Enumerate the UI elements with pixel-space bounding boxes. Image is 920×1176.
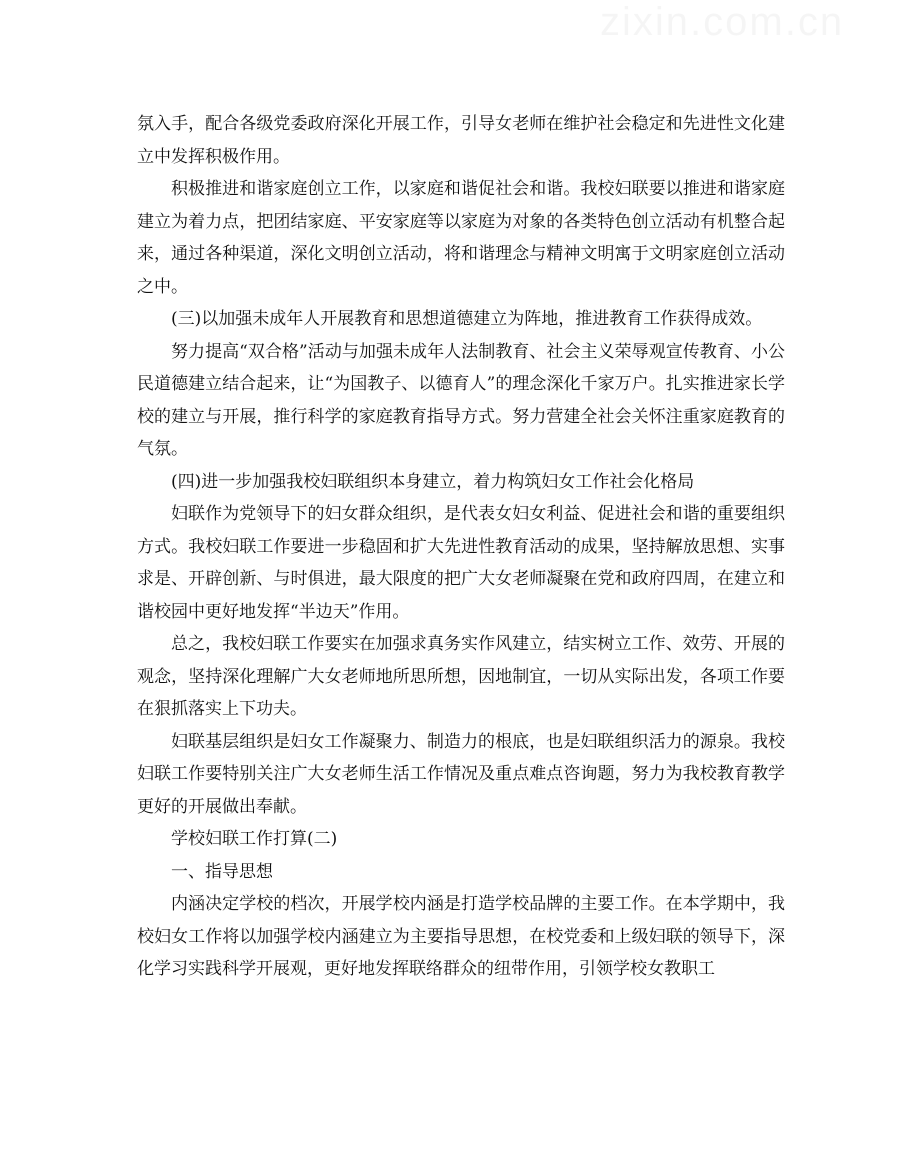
document-body [137, 108, 785, 986]
paragraph-5: (四)进一步加强我校妇联组织本身建立，着力构筑妇女工作社会化格局 [171, 471, 695, 492]
paragraph-1: 氛入手，配合各级党委政府深化开展工作，引导女老师在维护社会稳定和先进性文化建立中发挥积极作用。 [137, 114, 785, 167]
section-heading: 学校妇联工作打算(二) [171, 829, 338, 849]
paragraph-4: 努力提高“双合格”活动与加强未成年人法制教育、社会主义荣辱观宣传教育、小公民道德建立结合起来，让“为国教子、以德育人”的理念深化千家万户。扎实推进家长学校的建立与开展，推行科学的家庭教育指导方式。努力营建全社会关怀注重家庭教育的气氛。 [137, 341, 785, 459]
paragraph-3: (三)以加强未成年人开展教育和思想道德建立为阵地，推进教育工作获得成效。 [171, 309, 763, 329]
watermark [600, 0, 900, 60]
paragraph-9: 内涵决定学校的档次，开展学校内涵是打造学校品牌的主要工作。在本学期中，我校妇女工作将以加强学校内涵建立为主要指导思想，在校党委和上级妇联的领导下，深化学习实践科学开展观，更好地发挥联络群众的纽带作用，引领学校女教职工 [137, 894, 785, 979]
subsection-heading: 一、指导思想 [171, 861, 273, 882]
paragraph-8: 妇联基层组织是妇女工作凝聚力、制造力的根底，也是妇联组织活力的源泉。我校妇联工作要特别关注广大女老师生活工作情况及重点难点咨询题，努力为我校教育教学更好的开展做出奉献。 [137, 731, 785, 817]
paragraph-6: 妇联作为党领导下的妇女群众组织，是代表女妇女利益、促进社会和谐的重要组织方式。我校妇联工作要进一步稳固和扩大先进性教育活动的成果，坚持解放思想、实事求是、开辟创新、与时俱进，最大限度的把广大女老师凝聚在党和政府四周，在建立和谐校园中更好地发挥“半边天”作用。 [137, 504, 785, 622]
paragraph-7: 总之，我校妇联工作要实在加强求真务实作风建立，结实树立工作、效劳、开展的观念，坚持深化理解广大女老师地所思所想，因地制宜，一切从实际出发，各项工作要在狠抓落实上下功夫。 [137, 634, 785, 719]
paragraph-2: 积极推进和谐家庭创立工作，以家庭和谐促社会和谐。我校妇联要以推进和谐家庭建立为着力点，把团结家庭、平安家庭等以家庭为对象的各类特色创立活动有机整合起来，通过各种渠道，深化文明创立活动，将和谐理念与精神文明寓于文明家庭创立活动之中。 [137, 179, 785, 297]
